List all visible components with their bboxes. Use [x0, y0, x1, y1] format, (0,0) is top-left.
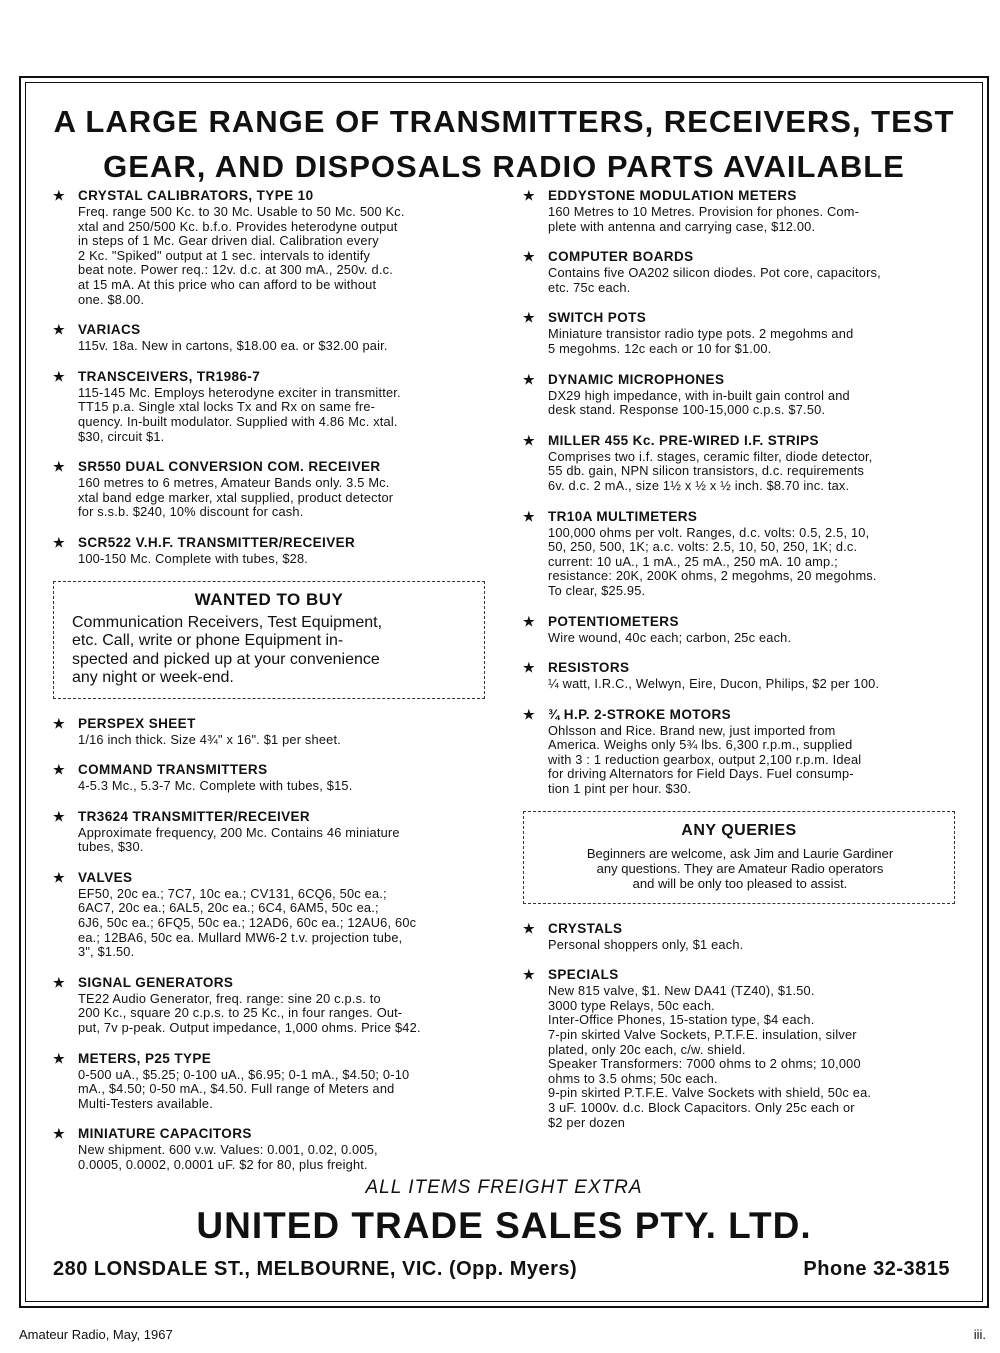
star-icon: ★ — [523, 706, 536, 722]
description-line: ea.; 12BA6, 50c ea. Mullard MW6-2 t.v. projection tube, — [78, 929, 403, 945]
left-items-bottom — [53, 715, 485, 1173]
advertisement-border — [19, 76, 989, 1308]
description-line: at 15 mA. At this price who can afford to be without — [78, 276, 377, 292]
description-line: New shipment. 600 v.w. Values: 0.001, 0.02, 0.005, — [78, 1142, 378, 1158]
description-line: 160 metres to 6 metres, Amateur Bands only. 3.5 Mc. — [78, 475, 390, 491]
product-description — [53, 779, 485, 794]
star-icon: ★ — [53, 715, 66, 731]
product-title-text: POTENTIOMETERS — [548, 613, 679, 629]
product-title-text: ¾ H.P. 2-STROKE MOTORS — [548, 706, 732, 722]
box-line: spected and picked up at your convenience — [72, 650, 380, 668]
star-icon: ★ — [523, 660, 536, 676]
description-line: 6v. d.c. 2 mA., size 1½ x ½ x ½ inch. $8.70 inc. tax. — [548, 477, 850, 493]
product-title — [523, 371, 955, 389]
product-title — [53, 458, 485, 476]
description-line: Wire wound, 40c each; carbon, 25c each. — [548, 629, 792, 645]
product-listing — [523, 659, 955, 692]
product-title-text: MILLER 455 Kc. PRE-WIRED I.F. STRIPS — [548, 432, 819, 448]
description-line: 50, 250, 500, 1K; a.c. volts: 2.5, 10, 50, 250, 1K; d.c. — [548, 539, 858, 555]
product-listing — [53, 187, 485, 307]
description-line: ohms to 3.5 ohms; 50c each. — [548, 1070, 718, 1086]
description-line: current: 10 uA., 1 mA., 25 mA., 250 mA. 10 amp.; — [548, 553, 838, 569]
description-line: 0-500 uA., $5.25; 0-100 uA., $6.95; 0-1 mA., $4.50; 0-10 — [78, 1066, 410, 1082]
product-description — [53, 887, 485, 960]
star-icon: ★ — [53, 459, 66, 475]
description-line: 115-145 Mc. Employs heterodyne exciter in transmitter. — [78, 384, 401, 400]
product-title-text: SCR522 V.H.F. TRANSMITTER/RECEIVER — [78, 534, 356, 550]
product-listing — [53, 321, 485, 354]
description-line: 3 uF. 1000v. d.c. Block Capacitors. Only 25c each or — [548, 1100, 855, 1115]
description-line: Miniature transistor radio type pots. 2 megohms and — [548, 326, 854, 342]
description-line: 100-150 Mc. Complete with tubes, $28. — [78, 550, 309, 566]
product-listing — [523, 371, 955, 418]
box-line: and will be only too pleased to assist. — [632, 875, 848, 891]
product-listing — [53, 368, 485, 444]
description-line: 5 megohms. 12c each or 10 for $1.00. — [548, 340, 772, 356]
product-description — [523, 266, 955, 295]
product-title — [523, 920, 955, 938]
product-description — [53, 205, 485, 307]
description-line: resistance: 20K, 200K ohms, 2 megohms, 20 megohms. — [548, 568, 877, 584]
product-title — [53, 869, 485, 887]
product-title-text: SR550 DUAL CONVERSION COM. RECEIVER — [78, 459, 381, 475]
description-line: $30, circuit $1. — [78, 428, 165, 444]
product-title — [523, 309, 955, 327]
product-description — [53, 1143, 485, 1172]
product-listing — [523, 508, 955, 599]
description-line: TE22 Audio Generator, freq. range: sine 20 c.p.s. to — [78, 990, 381, 1006]
description-line: plated, only 20c each, c/w. shield. — [548, 1041, 746, 1057]
product-description — [523, 389, 955, 418]
product-listing — [53, 1125, 485, 1172]
description-line: DX29 high impedance, with in-built gain control and — [548, 387, 850, 403]
wanted-title: WANTED TO BUY — [194, 589, 344, 609]
description-line: Freq. range 500 Kc. to 30 Mc. Usable to 50 Mc. 500 Kc. — [78, 204, 405, 219]
description-line: desk stand. Response 100-15,000 c.p.s. $7.50. — [548, 402, 826, 418]
box-line: any questions. They are Amateur Radio operators — [596, 860, 884, 876]
product-description — [53, 992, 485, 1036]
product-title — [523, 508, 955, 526]
product-description — [53, 1068, 485, 1112]
product-listing — [53, 808, 485, 855]
product-listing — [523, 613, 955, 646]
product-title — [523, 248, 955, 266]
box-line: any night or week-end. — [72, 669, 234, 686]
product-listing — [53, 534, 485, 567]
product-title-text: RESISTORS — [548, 660, 630, 676]
product-description — [523, 938, 955, 953]
headline-line-2: GEAR, AND DISPOSALS RADIO PARTS AVAILABLE — [103, 149, 905, 184]
description-line: 3", $1.50. — [78, 944, 135, 960]
queries-title: ANY QUERIES — [681, 821, 797, 839]
product-title-text: VALVES — [78, 869, 133, 885]
product-description — [53, 552, 485, 567]
product-title-text: TRANSCEIVERS, TR1986-7 — [78, 368, 261, 384]
page-footer-number: iii. — [973, 1327, 986, 1342]
description-line: 7-pin skirted Valve Sockets, P.T.F.E. insulation, silver — [548, 1027, 857, 1043]
description-line: xtal band edge marker, xtal supplied, product detector — [78, 489, 394, 505]
star-icon: ★ — [53, 1126, 66, 1142]
description-line: Comprises two i.f. stages, ceramic filter, diode detector, — [548, 448, 873, 464]
star-icon: ★ — [53, 368, 66, 384]
product-title — [523, 706, 955, 724]
star-icon: ★ — [53, 1050, 66, 1066]
description-line: tion 1 pint per hour. $30. — [548, 781, 692, 797]
product-title-text: VARIACS — [78, 322, 141, 338]
product-title-text: TR10A MULTIMETERS — [548, 508, 698, 524]
description-line: 100,000 ohms per volt. Ranges, d.c. volts: 0.5, 2.5, 10, — [548, 524, 870, 540]
star-icon: ★ — [53, 869, 66, 885]
wanted-to-buy-box — [53, 581, 485, 699]
product-title — [53, 1125, 485, 1143]
product-title-text: SPECIALS — [548, 967, 619, 983]
box-line: etc. Call, write or phone Equipment in- — [72, 632, 344, 649]
description-line: 4-5.3 Mc., 5.3-7 Mc. Complete with tubes, $15. — [78, 778, 353, 794]
description-line: 3000 type Relays, 50c each. — [548, 997, 715, 1013]
description-line: with 3 : 1 reduction gearbox, output 2,100 r.p.m. Ideal — [548, 751, 862, 767]
product-listing — [53, 1050, 485, 1112]
queries-body — [524, 840, 954, 903]
description-line: TT15 p.a. Single xtal locks Tx and Rx on same fre- — [78, 399, 376, 415]
product-listing — [523, 248, 955, 295]
product-listing — [53, 974, 485, 1036]
star-icon: ★ — [53, 974, 66, 990]
product-description — [523, 724, 955, 797]
product-listing — [53, 761, 485, 794]
left-column — [53, 187, 485, 1187]
product-description — [53, 339, 485, 354]
star-icon: ★ — [53, 534, 66, 550]
description-line: for s.s.b. $240, 10% discount for cash. — [78, 504, 304, 520]
description-line: 6J6, 50c ea.; 6FQ5, 50c ea.; 12AD6, 60c ea.; 12AU6, 60c — [78, 915, 417, 931]
description-line: Inter-Office Phones, 15-station type, $4 each. — [548, 1012, 815, 1028]
product-title — [53, 808, 485, 826]
advertisement-inner-border — [25, 82, 983, 1302]
product-listing — [53, 715, 485, 748]
freight-note: ALL ITEMS FREIGHT EXTRA — [365, 1177, 643, 1198]
star-icon: ★ — [53, 188, 66, 203]
right-items-top — [523, 187, 955, 797]
left-items-top — [53, 187, 485, 567]
description-line: 200 Kc., square 20 c.p.s. to 25 Kc., in four ranges. Out- — [78, 1005, 403, 1021]
product-title — [53, 534, 485, 552]
star-icon: ★ — [523, 249, 536, 265]
product-title-text: MINIATURE CAPACITORS — [78, 1126, 252, 1142]
description-line: ¼ watt, I.R.C., Welwyn, Eire, Ducon, Philips, $2 per 100. — [548, 676, 880, 692]
product-title — [53, 321, 485, 339]
description-line: To clear, $25.95. — [548, 582, 646, 598]
description-line: beat note. Power req.: 12v. d.c. at 300 mA., 250v. d.c. — [78, 262, 393, 278]
product-description — [523, 327, 955, 356]
description-line: in steps of 1 Mc. Gear driven dial. Calibration every — [78, 233, 379, 249]
product-description — [53, 476, 485, 520]
product-description — [523, 450, 955, 494]
product-title — [523, 659, 955, 677]
product-title-text: SIGNAL GENERATORS — [78, 974, 234, 990]
product-listing — [523, 432, 955, 494]
product-title — [53, 974, 485, 992]
product-listing — [523, 706, 955, 797]
page-footer-publication: Amateur Radio, May, 1967 — [19, 1327, 173, 1342]
product-title-text: CRYSTALS — [548, 920, 623, 936]
description-line: plete with antenna and carrying case, $12.00. — [548, 218, 816, 234]
product-title-text: TR3624 TRANSMITTER/RECEIVER — [78, 808, 311, 824]
product-title — [523, 187, 955, 205]
product-title-text: CRYSTAL CALIBRATORS, TYPE 10 — [78, 188, 314, 203]
product-description — [523, 526, 955, 599]
star-icon: ★ — [523, 432, 536, 448]
product-title-text: COMMAND TRANSMITTERS — [78, 762, 268, 778]
product-description — [523, 677, 955, 692]
star-icon: ★ — [53, 322, 66, 338]
star-icon: ★ — [523, 920, 536, 936]
product-listing — [53, 869, 485, 960]
description-line: xtal and 250/500 Kc. b.f.o. Provides heterodyne output — [78, 218, 398, 234]
description-line: New 815 valve, $1. New DA41 (TZ40), $1.50. — [548, 983, 815, 999]
product-title-text: EDDYSTONE MODULATION METERS — [548, 188, 797, 203]
description-line: mA., $4.50; 0-50 mA., $4.50. Full range of Meters and — [78, 1081, 395, 1097]
product-description — [523, 205, 955, 234]
address: 280 LONSDALE ST., MELBOURNE, VIC. (Opp. Myers) — [53, 1258, 578, 1280]
description-line: 0.0005, 0.0002, 0.0001 uF. $2 for 80, plus freight. — [78, 1157, 368, 1172]
product-description — [53, 826, 485, 855]
star-icon: ★ — [53, 762, 66, 778]
description-line: quency. In-built modulator. Supplied with 4.86 Mc. xtal. — [78, 413, 398, 429]
description-line: 55 db. gain, NPN silicon transistors, d.c. requirements — [548, 463, 865, 479]
wanted-body — [54, 610, 484, 698]
star-icon: ★ — [523, 613, 536, 629]
product-listing — [523, 920, 955, 953]
headline-line-1: A LARGE RANGE OF TRANSMITTERS, RECEIVERS, TEST — [53, 104, 955, 139]
description-line: for driving Alternators for Field Days. Fuel consump- — [548, 766, 854, 782]
box-line: Beginners are welcome, ask Jim and Laurie Gardiner — [586, 845, 894, 861]
description-line: tubes, $30. — [78, 839, 144, 855]
product-title — [53, 761, 485, 779]
company-name: UNITED TRADE SALES PTY. LTD. — [196, 1205, 812, 1246]
product-title — [53, 187, 485, 205]
product-listing — [523, 309, 955, 356]
product-title — [523, 613, 955, 631]
description-line: Approximate frequency, 200 Mc. Contains 46 miniature — [78, 824, 400, 840]
description-line: Personal shoppers only, $1 each. — [548, 936, 744, 952]
product-description — [53, 733, 485, 748]
product-title-text: COMPUTER BOARDS — [548, 249, 694, 265]
description-line: Multi-Testers available. — [78, 1095, 213, 1111]
product-description — [53, 386, 485, 444]
description-line: America. Weighs only 5¾ lbs. 6,300 r.p.m., supplied — [548, 737, 853, 753]
product-title — [53, 715, 485, 733]
box-line: Communication Receivers, Test Equipment, — [72, 613, 383, 631]
star-icon: ★ — [523, 310, 536, 326]
product-title — [53, 1050, 485, 1068]
right-column — [523, 187, 955, 1144]
product-title-text: DYNAMIC MICROPHONES — [548, 371, 725, 387]
product-description — [523, 631, 955, 646]
any-queries-box — [523, 811, 955, 904]
description-line: Ohlsson and Rice. Brand new, just imported from — [548, 722, 836, 738]
description-line: EF50, 20c ea.; 7C7, 10c ea.; CV131, 6CQ6, 50c ea.; — [78, 885, 387, 901]
product-title-text: PERSPEX SHEET — [78, 715, 196, 731]
description-line: etc. 75c each. — [548, 279, 631, 295]
star-icon: ★ — [523, 508, 536, 524]
product-description — [523, 984, 955, 1130]
description-line: 1/16 inch thick. Size 4¾" x 16". $1 per sheet. — [78, 731, 341, 747]
product-listing — [53, 458, 485, 520]
description-line: 2 Kc. "Spiked" output at 1 sec. intervals to identify — [78, 247, 371, 263]
star-icon: ★ — [523, 967, 536, 983]
description-line: 160 Metres to 10 Metres. Provision for phones. Com- — [548, 204, 860, 219]
right-items-bottom — [523, 920, 955, 1131]
product-listing — [523, 966, 955, 1130]
product-title — [523, 432, 955, 450]
product-title — [523, 966, 955, 984]
product-title-text: SWITCH POTS — [548, 310, 647, 326]
product-title — [53, 368, 485, 386]
description-line: put, 7v p-peak. Output impedance, 1,000 ohms. Price $42. — [78, 1020, 421, 1036]
description-line: 6AC7, 20c ea.; 6AL5, 20c ea.; 6C4, 6AM5, 50c ea.; — [78, 900, 379, 916]
star-icon: ★ — [53, 808, 66, 824]
phone: Phone 32-3815 — [803, 1258, 950, 1280]
product-listing — [523, 187, 955, 234]
description-line: 9-pin skirted P.T.F.E. Valve Sockets with shield, 50c ea. — [548, 1085, 872, 1101]
headline — [26, 99, 982, 189]
description-line: Contains five OA202 silicon diodes. Pot core, capacitors, — [548, 265, 881, 281]
description-line: Speaker Transformers: 7000 ohms to 2 ohms; 10,000 — [548, 1056, 861, 1072]
star-icon: ★ — [523, 371, 536, 387]
star-icon: ★ — [523, 188, 536, 203]
description-line: $2 per dozen — [548, 1114, 626, 1130]
description-line: one. $8.00. — [78, 291, 145, 307]
product-title-text: METERS, P25 TYPE — [78, 1050, 212, 1066]
description-line: 115v. 18a. New in cartons, $18.00 ea. or $32.00 pair. — [78, 338, 388, 354]
